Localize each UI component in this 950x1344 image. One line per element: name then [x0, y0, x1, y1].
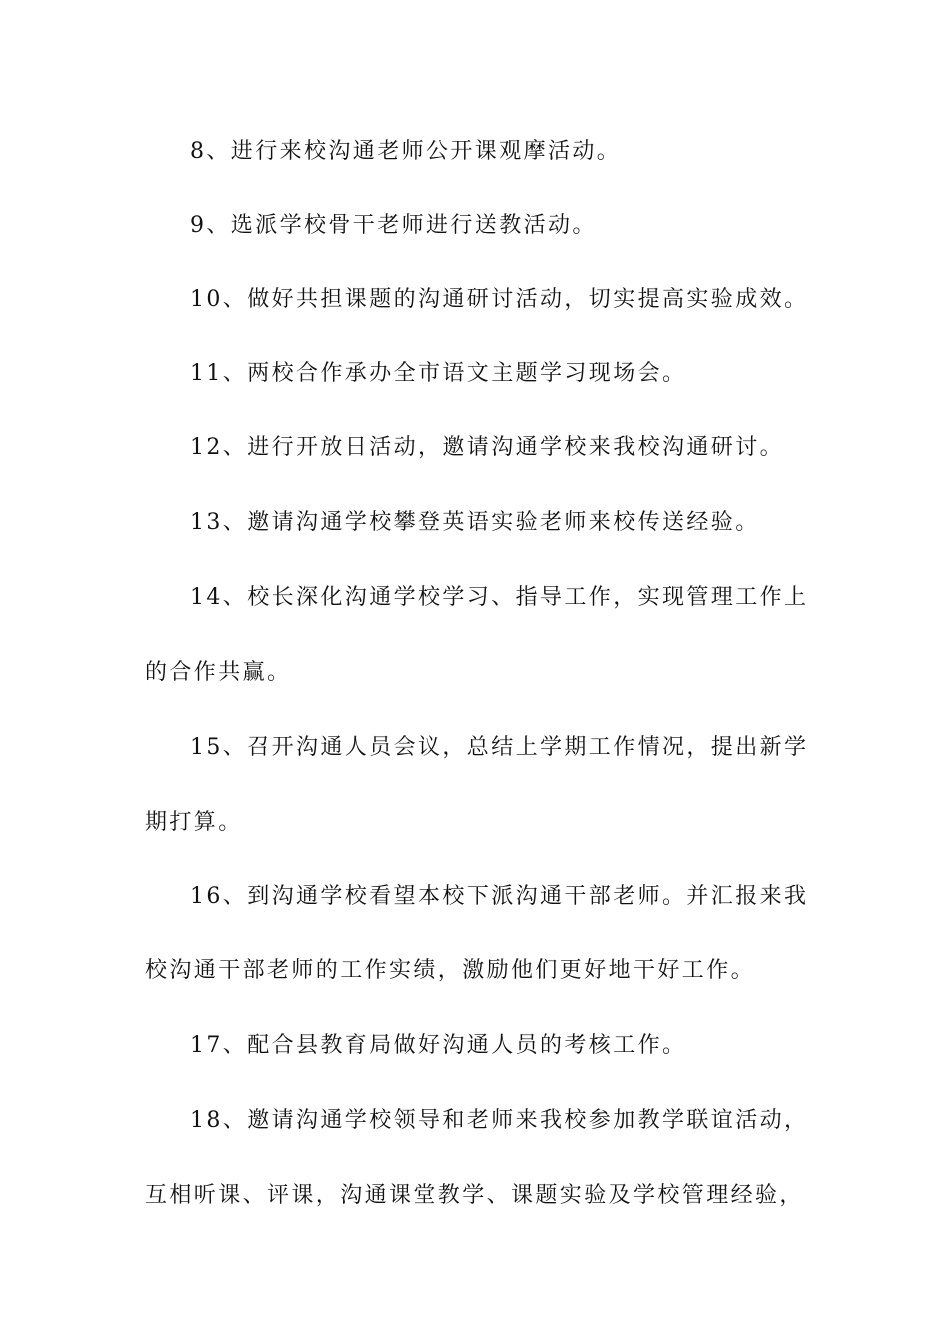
- paragraph-line: 9、选派学校骨干老师进行送教活动。: [190, 213, 597, 238]
- paragraph-line: 16、到沟通学校看望本校下派沟通干部老师。并汇报来我: [190, 884, 809, 909]
- paragraph-line: 期打算。: [145, 810, 243, 835]
- paragraph-line: 互相听课、评课，沟通课堂教学、课题实验及学校管理经验，: [145, 1183, 804, 1208]
- paragraph-line: 17、配合县教育局做好沟通人员的考核工作。: [190, 1033, 687, 1058]
- paragraph-line: 校沟通干部老师的工作实绩，激励他们更好地干好工作。: [145, 958, 756, 983]
- paragraph-line: 18、邀请沟通学校领导和老师来我校参加教学联谊活动，: [190, 1108, 809, 1133]
- paragraph-line: 10、做好共担课题的沟通研讨活动，切实提高实验成效。: [190, 287, 809, 312]
- paragraph-line: 11、两校合作承办全市语文主题学习现场会。: [190, 361, 687, 386]
- paragraph-line: 12、进行开放日活动，邀请沟通学校来我校沟通研讨。: [190, 435, 784, 460]
- paragraph-line: 8、进行来校沟通老师公开课观摩活动。: [190, 139, 622, 164]
- paragraph-line: 13、邀请沟通学校攀登英语实验老师来校传送经验。: [190, 510, 760, 535]
- paragraph-line: 15、召开沟通人员会议，总结上学期工作情况，提出新学: [190, 735, 809, 760]
- paragraph-line: 14、校长深化沟通学校学习、指导工作，实现管理工作上: [190, 585, 809, 610]
- paragraph-line: 的合作共赢。: [145, 660, 292, 685]
